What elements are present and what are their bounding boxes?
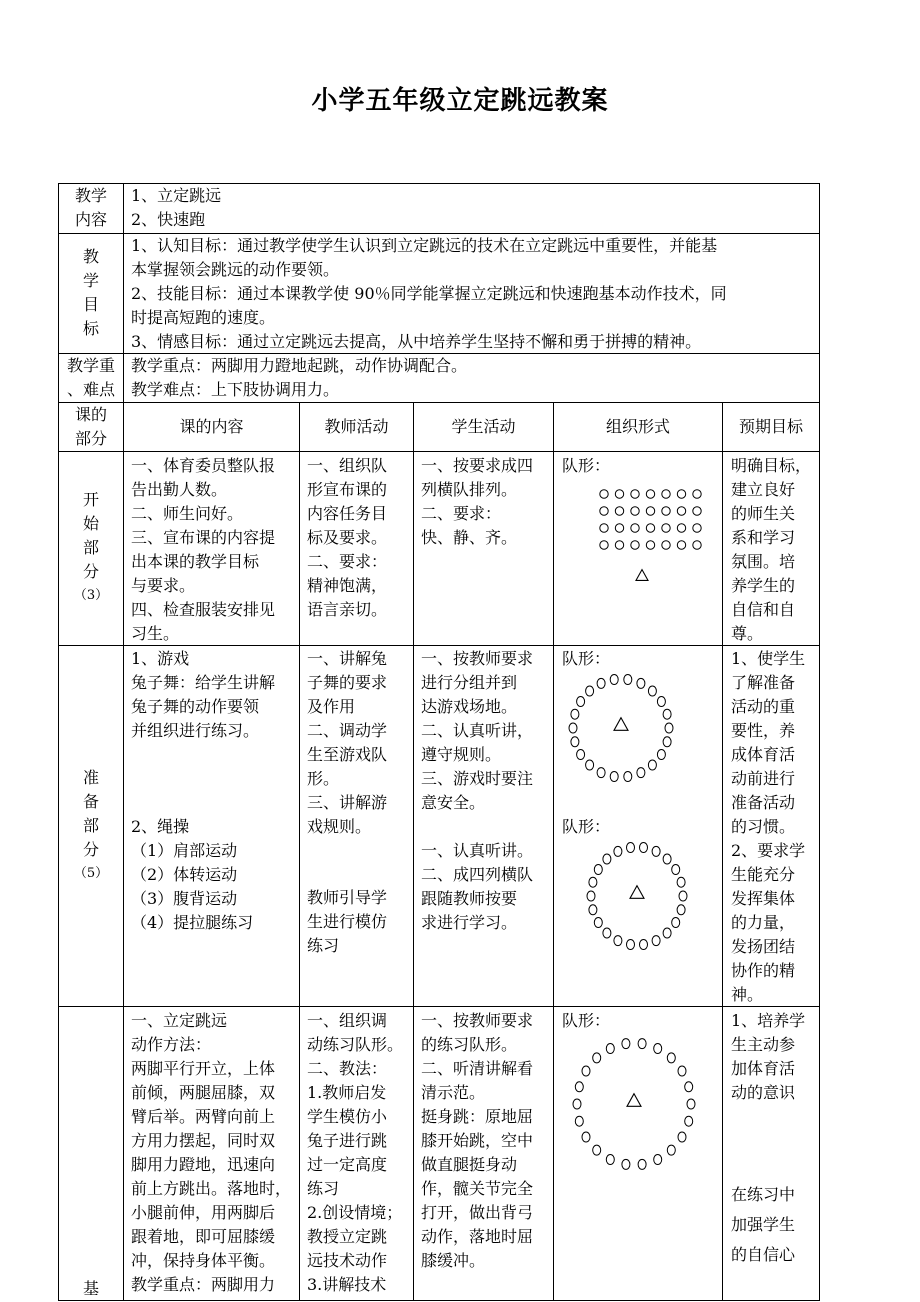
circle-icon: [624, 675, 632, 685]
circle-icon: [615, 490, 623, 498]
circle-icon: [603, 854, 611, 864]
circle-icon: [606, 1155, 614, 1165]
circle-icon: [593, 1053, 601, 1063]
circle-formation: [570, 1036, 698, 1172]
circle-icon: [631, 524, 639, 532]
circle-icon: [652, 936, 660, 946]
document-title: 小学五年级立定跳远教案: [311, 86, 609, 116]
circle-icon: [677, 490, 685, 498]
circle-icon: [589, 877, 597, 887]
circle-icon: [685, 1116, 693, 1126]
circle-icon: [575, 1082, 583, 1092]
circle-icon: [667, 1053, 675, 1063]
start-student: 一、按要求成四 列横队排列。 二、要求： 快、静、齐。: [421, 456, 534, 547]
circle-icon: [622, 1159, 630, 1169]
start-part-label: 开 始 部 分 （3）: [73, 490, 109, 603]
circle-icon: [614, 846, 622, 856]
circle-icon: [646, 524, 654, 532]
content-row-label: 教学 内容: [74, 186, 107, 229]
triangle-icon: [636, 570, 648, 581]
circle-icon: [627, 940, 635, 950]
circle-icon: [693, 541, 701, 549]
circle-icon: [640, 940, 648, 950]
circle-icon: [672, 918, 680, 928]
circle-icon: [624, 772, 632, 782]
prep-content-game: 1、游戏 兔子舞：给学生讲解 兔子舞的动作要领 并组织进行练习。: [131, 649, 276, 740]
circle-icon: [667, 1145, 675, 1155]
circle-icon: [677, 877, 685, 887]
goals-row-text: 1、认知目标：通过教学使学生认识到立定跳远的技术在立定跳远中重要性，并能基 本掌握领会跳远的动作要领。 2、技能目标：通过本课教学使 90％同学能掌握立定跳远和快速跑基本动作技术，同 时提高短跑的速度。 3、情感目标：通过立定跳远去提高，从中培养学生坚持不懈和勇于拼搏的精神。: [131, 236, 727, 351]
circle-icon: [573, 1099, 581, 1109]
circle-icon: [677, 905, 685, 915]
circle-icon: [677, 541, 685, 549]
circle-icon: [662, 490, 670, 498]
circle-icon: [654, 1155, 662, 1165]
key-row-label: 教学重 、难点: [66, 356, 115, 399]
circle-icon: [652, 846, 660, 856]
circle-icon: [678, 1066, 686, 1076]
circle-icon: [615, 524, 623, 532]
circle-icon: [627, 843, 635, 853]
circle-icon: [622, 1039, 630, 1049]
circle-icon: [665, 723, 673, 733]
circle-icon: [593, 1145, 601, 1155]
four-row-formation: [594, 482, 710, 588]
circle-icon: [663, 854, 671, 864]
circle-icon: [662, 507, 670, 515]
circle-icon: [582, 1132, 590, 1142]
prep-student-rope: 一、认真听讲。 二、成四列横队 跟随教师按要 求进行学习。: [421, 841, 534, 932]
circle-icon: [587, 891, 595, 901]
base-formation: [570, 1036, 698, 1172]
prep-formation-b: [584, 840, 690, 952]
circle-icon: [575, 1116, 583, 1126]
circle-icon: [646, 541, 654, 549]
circle-formation: [584, 840, 690, 952]
circle-icon: [597, 678, 605, 688]
circle-icon: [597, 768, 605, 778]
circle-icon: [678, 1132, 686, 1142]
triangle-icon: [614, 718, 628, 731]
prep-org-label-b: 队形：: [562, 817, 611, 836]
circle-icon: [631, 490, 639, 498]
circle-icon: [594, 918, 602, 928]
base-part-label: 基: [82, 1279, 99, 1298]
circle-icon: [594, 865, 602, 875]
header-org: 组织形式: [605, 417, 670, 436]
circle-icon: [637, 768, 645, 778]
prep-formation-a: [566, 672, 676, 784]
circle-icon: [679, 891, 687, 901]
circle-icon: [657, 750, 665, 760]
triangle-icon: [630, 886, 644, 899]
circle-icon: [600, 490, 608, 498]
circle-icon: [662, 524, 670, 532]
circle-icon: [614, 936, 622, 946]
header-part: 课的 部分: [74, 405, 107, 448]
circle-icon: [677, 507, 685, 515]
circle-icon: [589, 905, 597, 915]
header-teacher: 教师活动: [324, 417, 389, 436]
circle-icon: [610, 772, 618, 782]
circle-icon: [600, 524, 608, 532]
circle-icon: [646, 490, 654, 498]
circle-icon: [640, 843, 648, 853]
circle-icon: [586, 686, 594, 696]
content-row-text: 1、立定跳远 2、快速跑: [131, 186, 222, 229]
circle-icon: [685, 1082, 693, 1092]
prep-teacher-rope: 教师引导学 生进行模仿 练习: [307, 888, 388, 955]
circle-icon: [569, 723, 577, 733]
circle-icon: [672, 865, 680, 875]
base-goal-a: 1、培养学 生主动参 加体育活 动的意识: [731, 1011, 806, 1102]
circle-icon: [615, 541, 623, 549]
circle-icon: [693, 507, 701, 515]
prep-student-game: 一、按教师要求 进行分组并到 达游戏场地。 二、认真听讲， 遵守规则。 三、游戏时要注 意安全。: [421, 649, 534, 812]
goals-row-label: 教 学 目 标: [82, 247, 99, 338]
circle-icon: [648, 760, 656, 770]
circle-icon: [693, 524, 701, 532]
circle-icon: [577, 750, 585, 760]
start-formation: [594, 482, 710, 588]
circle-icon: [654, 1044, 662, 1054]
base-org-label: 队形：: [562, 1011, 611, 1030]
prep-goal: 1、使学生 了解准备 活动的重 要性，养 成体育活 动前进行 准备活动 的习惯。 2、要求学 生能充分 发挥集体 的力量， 发扬团结 协作的精 神。: [731, 649, 806, 1004]
circle-icon: [663, 737, 671, 747]
prep-part-label: 准 备 部 分 （5）: [73, 768, 109, 881]
circle-icon: [638, 1159, 646, 1169]
base-teacher: 一、组织调 动练习队形。 二、教法： 1.教师启发 学生模仿小 兔子进行跳 过一定高度 练习 2.创设情境； 教授立定跳 远技术动作 3.讲解技术: [307, 1011, 404, 1294]
circle-icon: [648, 686, 656, 696]
circle-icon: [662, 541, 670, 549]
circle-icon: [663, 928, 671, 938]
circle-icon: [663, 709, 671, 719]
triangle-icon: [627, 1094, 641, 1107]
circle-icon: [606, 1044, 614, 1054]
circle-icon: [582, 1066, 590, 1076]
header-student: 学生活动: [451, 417, 516, 436]
base-goal-b: 在练习中 加强学生 的自信心: [731, 1185, 796, 1264]
circle-formation: [566, 672, 676, 784]
circle-icon: [693, 490, 701, 498]
header-content: 课的内容: [179, 417, 244, 436]
circle-icon: [571, 709, 579, 719]
prep-org-label-a: 队形：: [562, 649, 611, 668]
header-goal: 预期目标: [738, 417, 803, 436]
circle-icon: [586, 760, 594, 770]
start-goal: 明确目标， 建立良好 的师生关 系和学习 氛围。培 养学生的 自信和自 尊。: [731, 456, 812, 643]
circle-icon: [637, 678, 645, 688]
prep-teacher-game: 一、讲解兔 子舞的要求 及作用 二、调动学 生至游戏队 形。 三、讲解游 戏规则。: [307, 649, 388, 836]
circle-icon: [677, 524, 685, 532]
circle-icon: [571, 737, 579, 747]
circle-icon: [615, 507, 623, 515]
prep-content-rope: 2、绳操 （1）肩部运动 （2）体转运动 （3）腹背运动 （4）提拉腿练习: [131, 817, 254, 932]
base-student: 一、按教师要求 的练习队形。 二、听清讲解看 清示范。 挺身跳：原地屈 膝开始跳，空中 做直腿挺身动 作，髋关节完全 打开，做出背弓 动作，落地时屈 膝缓冲。: [421, 1011, 534, 1270]
circle-icon: [600, 541, 608, 549]
start-teacher: 一、组织队 形宣布课的 内容任务目 标及要求。 二、要求： 精神饱满， 语言亲切。: [307, 456, 388, 619]
circle-icon: [646, 507, 654, 515]
base-content: 一、立定跳远 动作方法： 两脚平行开立，上体 前倾，两腿屈膝，双 臂后举。两臂向前上 方用力摆起，同时双 脚用力蹬地，迅速向 前上方跳出。落地时， 小腿前伸，用两脚后 跟着地，即可屈膝缓 冲，保持身体平衡。 教学重点：两脚用力: [131, 1011, 292, 1294]
circle-icon: [577, 697, 585, 707]
circle-icon: [638, 1039, 646, 1049]
circle-icon: [631, 507, 639, 515]
circle-icon: [603, 928, 611, 938]
key-row-text: 教学重点：两脚用力蹬地起跳，动作协调配合。 教学难点：上下肢协调用力。: [131, 356, 468, 399]
start-org-label: 队形：: [562, 456, 611, 475]
circle-icon: [600, 507, 608, 515]
circle-icon: [687, 1099, 695, 1109]
circle-icon: [631, 541, 639, 549]
circle-icon: [657, 697, 665, 707]
circle-icon: [610, 675, 618, 685]
start-content: 一、体育委员整队报 告出勤人数。 二、师生问好。 三、宣布课的内容提 出本课的教学目标 与要求。 四、检查服装安排见 习生。: [131, 456, 276, 643]
